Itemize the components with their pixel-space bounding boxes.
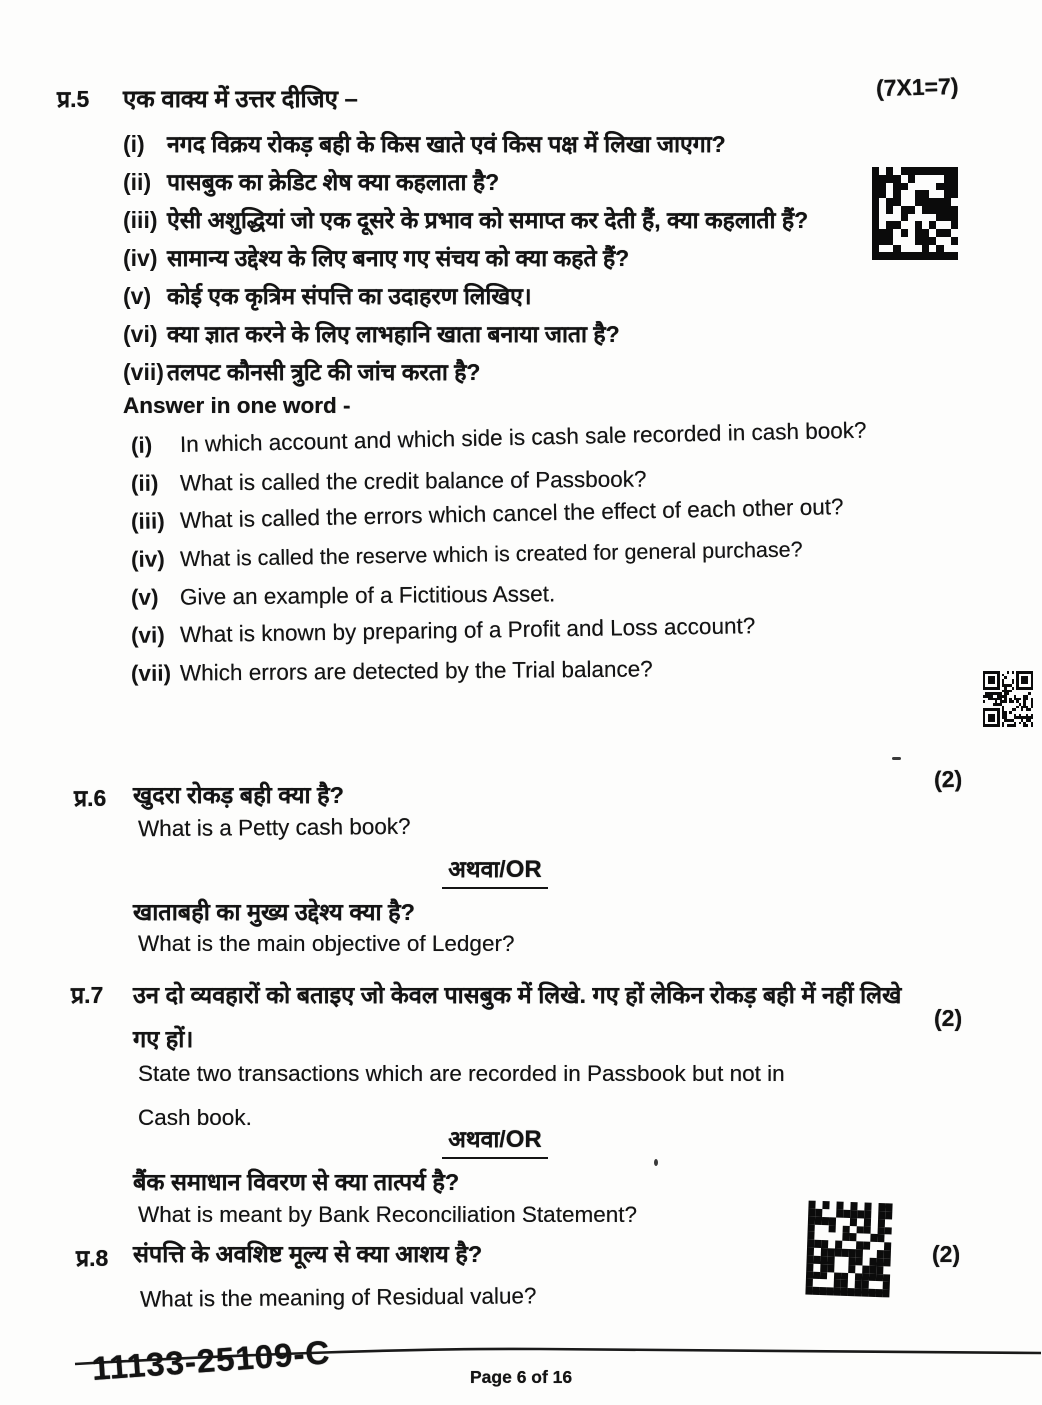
subquestion-hindi-iii bbox=[123, 204, 923, 236]
subquestion-hindi-vi bbox=[123, 318, 923, 350]
question-8-marks: (2) bbox=[932, 1241, 961, 1267]
subquestion-label: (iii) bbox=[130, 508, 165, 534]
subquestion-text: सामान्य उद्देश्य के लिए बनाए गए संचय को क्या कहते हैं? bbox=[167, 245, 630, 271]
or-label-english: OR bbox=[505, 856, 542, 883]
question-8-number: प्र.8 bbox=[76, 1245, 109, 1271]
subquestion-text: तलपट कौनसी त्रुटि की जांच करता है? bbox=[167, 359, 481, 385]
footer-page-number: Page 6 of 16 bbox=[470, 1367, 573, 1387]
subquestion-label: (iii) bbox=[123, 207, 158, 233]
subquestion-text: What is called the errors which cancel the effect of each other out? bbox=[179, 494, 844, 533]
subquestion-hindi-i bbox=[123, 128, 923, 160]
question-7-alt-text-english: What is meant by Bank Reconciliation Statement? bbox=[138, 1202, 637, 1227]
subquestion-label: (i) bbox=[130, 432, 153, 458]
subquestion-text: What is called the credit balance of Passbook? bbox=[179, 466, 647, 496]
question-5-intro-hindi: एक वाक्य में उत्तर दीजिए – bbox=[123, 86, 358, 113]
subquestion-text: पासबुक का क्रेडिट शेष क्या कहलाता है? bbox=[167, 169, 500, 195]
subquestion-label: (vii) bbox=[130, 660, 172, 686]
question-5-number: प्र.5 bbox=[57, 86, 90, 112]
question-6-marks: (2) bbox=[933, 765, 963, 793]
question-5-english-subquestions bbox=[130, 417, 911, 694]
question-7-text-english: State two transactions which are recorded in Passbook but not in Cash book. bbox=[138, 1061, 785, 1130]
question-5-marks: (7X1=7) bbox=[875, 72, 959, 102]
question-6-text-english: What is a Petty cash book? bbox=[137, 813, 411, 842]
answer-in-one-word-heading: Answer in one word - bbox=[123, 393, 351, 418]
subquestion-label: (vi) bbox=[130, 622, 165, 648]
subquestion-text: In which account and which side is cash sale recorded in cash book? bbox=[179, 417, 867, 457]
question-6-text-hindi: खुदरा रोकड़ बही क्या है? bbox=[133, 782, 344, 808]
question-6-number: प्र.6 bbox=[74, 785, 107, 811]
subquestion-text: Which errors are detected by the Trial balance? bbox=[179, 656, 653, 686]
ink-speck bbox=[892, 757, 901, 760]
subquestion-english-i bbox=[131, 412, 912, 464]
or-label-hindi: अथवा/ bbox=[448, 1126, 506, 1152]
subquestion-text: What is known by preparing of a Profit and Loss account? bbox=[179, 613, 756, 648]
question-5-header bbox=[57, 82, 358, 115]
subquestion-hindi-iv bbox=[123, 242, 923, 274]
footer-paper-code: 11133-25109-C bbox=[90, 1333, 332, 1387]
ink-speck bbox=[654, 1159, 658, 1166]
subquestion-hindi-ii bbox=[123, 166, 923, 198]
datamatrix-icon bbox=[805, 1201, 892, 1298]
or-divider-text bbox=[442, 1122, 547, 1159]
question-6-alt-text-english: What is the main objective of Ledger? bbox=[138, 931, 515, 956]
subquestion-label: (v) bbox=[123, 283, 152, 309]
qr-code-icon bbox=[983, 671, 1033, 727]
or-divider-2 bbox=[0, 1122, 990, 1159]
subquestion-text: Give an example of a Fictitious Asset. bbox=[179, 581, 556, 610]
subquestion-text: क्या ज्ञात करने के लिए लाभहानि खाता बनाया जाता है? bbox=[167, 321, 620, 347]
question-8-text-english: What is the meaning of Residual value? bbox=[139, 1283, 537, 1312]
datamatrix-icon bbox=[872, 167, 958, 260]
subquestion-hindi-vii bbox=[123, 356, 923, 388]
question-7-text-hindi: उन दो व्यवहारों को बताइए जो केवल पासबुक में लिखे. गए हों लेकिन रोकड़ बही में नहीं लिखे गए हों। bbox=[133, 982, 902, 1052]
subquestion-label: (i) bbox=[123, 131, 145, 157]
subquestion-text: नगद विक्रय रोकड़ बही के किस खाते एवं किस पक्ष में लिखा जाएगा? bbox=[167, 131, 726, 157]
subquestion-text: ऐसी अशुद्धियां जो एक दूसरे के प्रभाव को समाप्त कर देती हैं, क्या कहलाती हैं? bbox=[167, 207, 809, 233]
subquestion-label: (vii) bbox=[123, 359, 164, 385]
question-8-text-hindi: संपत्ति के अवशिष्ट मूल्य से क्या आशय है? bbox=[133, 1241, 483, 1267]
question-7-alt-text-hindi: बैंक समाधान विवरण से क्या तात्पर्य है? bbox=[133, 1169, 460, 1195]
or-label-english: OR bbox=[505, 1126, 542, 1153]
subquestion-label: (ii) bbox=[123, 169, 152, 195]
question-5-hindi-subquestions bbox=[123, 128, 923, 394]
subquestion-text: What is called the reserve which is created for general purchase? bbox=[179, 537, 803, 572]
subquestion-text: कोई एक कृत्रिम संपत्ति का उदाहरण लिखिए। bbox=[167, 283, 532, 309]
question-7-number: प्र.7 bbox=[71, 982, 104, 1008]
subquestion-label: (iv) bbox=[123, 245, 158, 271]
or-divider-1 bbox=[0, 852, 990, 889]
subquestion-hindi-v bbox=[123, 280, 923, 312]
or-divider-text bbox=[442, 852, 547, 889]
subquestion-label: (ii) bbox=[130, 470, 159, 496]
subquestion-label: (iv) bbox=[130, 546, 165, 572]
subquestion-english-vii bbox=[131, 649, 911, 692]
subquestion-label: (vi) bbox=[123, 321, 158, 347]
question-7-marks: (2) bbox=[934, 1005, 963, 1031]
subquestion-label: (v) bbox=[130, 584, 159, 610]
question-6-alt-text-hindi: खाताबही का मुख्य उद्देश्य क्या है? bbox=[133, 899, 415, 925]
or-label-hindi: अथवा/ bbox=[448, 856, 506, 882]
